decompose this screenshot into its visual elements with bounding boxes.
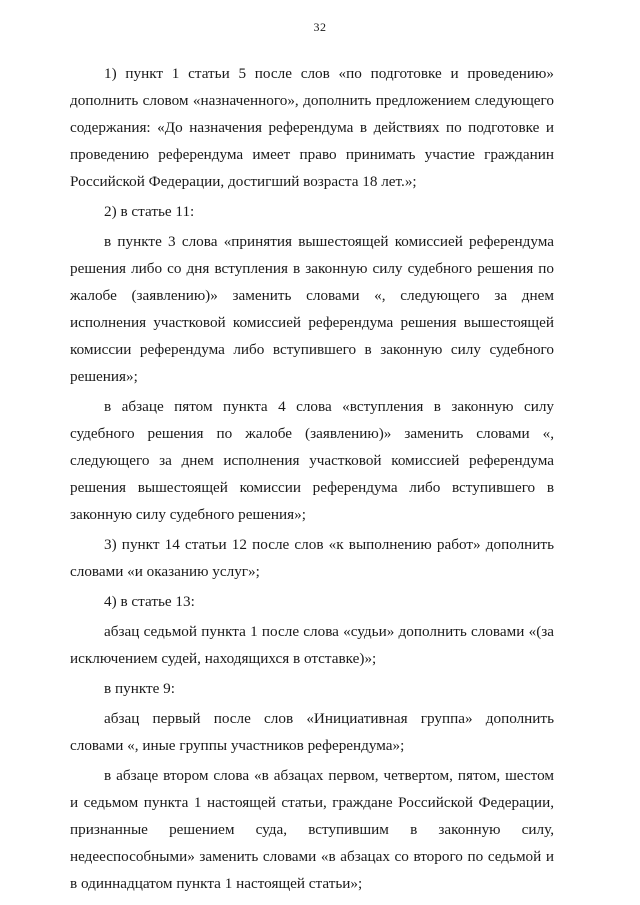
paragraph-4: в абзаце пятом пункта 4 слова «вступления в законную силу судебного решения по жалобе (заявлению)» заменить словами «, следующего за днем исполнения участковой комиссией референдума решения вышестоящей комиссии референдума либо вступившего в законную силу судебного решения»; (70, 398, 554, 523)
document-body (70, 60, 554, 897)
paragraph-8: в пункте 9: (104, 680, 175, 697)
paragraph-10: в абзаце втором слова «в абзацах первом, четвертом, пятом, шестом и седьмом пункта 1 настоящей статьи, граждане Российской Федерации, признанные решением суда, вступившим в законную силу, недееспособными» заменить словами «в абзацах со второго по седьмой и в одиннадцатом пункта 1 настоящей статьи»; (70, 767, 554, 892)
paragraph-2: 2) в статье 11: (104, 203, 195, 220)
paragraph-1: 1) пункт 1 статьи 5 после слов «по подготовке и проведению» дополнить словом «назначенного», дополнить предложением следующего содержания: «До назначения референдума в действиях по подготовке и проведению референдума имеет право принимать участие гражданин Российской Федерации, достигший возраста 18 лет.»; (70, 65, 554, 190)
paragraph-3: в пункте 3 слова «принятия вышестоящей комиссией референдума решения либо со дня вступления в законную силу судебного решения по жалобе (заявлению)» заменить словами «, следующего за днем исполнения участковой комиссией референдума решения вышестоящей комиссии референдума либо вступившего в законную силу судебного решения»; (70, 233, 554, 385)
paragraph-6: 4) в статье 13: (104, 593, 195, 610)
paragraph-7: абзац седьмой пункта 1 после слова «судьи» дополнить словами «(за исключением судей, находящихся в отставке)»; (70, 623, 554, 667)
page-number: 32 (313, 20, 327, 34)
paragraph-5: 3) пункт 14 статьи 12 после слов «к выполнению работ» дополнить словами «и оказанию услуг»; (70, 536, 554, 580)
paragraph-9: абзац первый после слов «Инициативная группа» дополнить словами «, иные группы участников референдума»; (70, 710, 554, 754)
